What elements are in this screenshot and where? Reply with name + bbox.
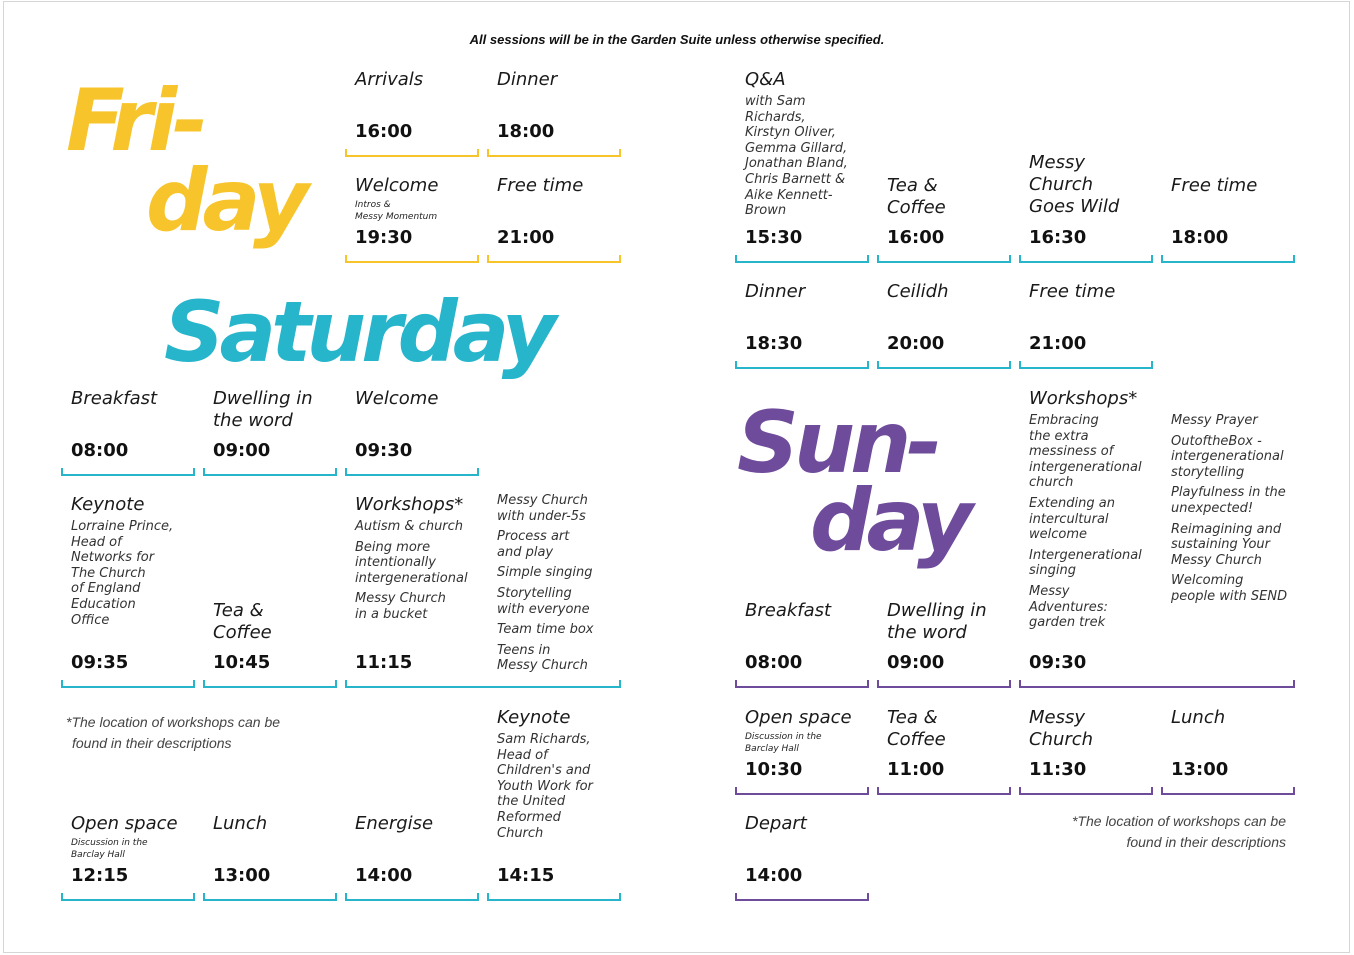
session-title: Energise bbox=[355, 813, 434, 834]
session-time: 11:15 bbox=[355, 652, 413, 673]
divider bbox=[735, 899, 869, 901]
divider bbox=[1019, 367, 1153, 369]
session-title: Church bbox=[1029, 729, 1094, 750]
workshop-item: Playfulness in the unexpected! bbox=[1171, 485, 1286, 516]
session-breakfast bbox=[61, 388, 195, 476]
session-title: Lunch bbox=[1171, 707, 1226, 728]
session-dinner bbox=[487, 69, 621, 157]
session-time: 08:00 bbox=[745, 652, 803, 673]
workshop-item: Being more intentionally intergenerational bbox=[355, 539, 468, 586]
desc-line: Jonathan Bland, bbox=[745, 156, 848, 172]
desc-line: Gemma Gillard, bbox=[745, 140, 848, 156]
divider bbox=[877, 686, 1011, 688]
session-subtitle: Messy Momentum bbox=[355, 212, 438, 222]
session-title: Open space bbox=[745, 707, 852, 728]
desc-line: Office bbox=[71, 612, 110, 628]
session-title: the word bbox=[213, 410, 293, 431]
session-time: 14:00 bbox=[355, 865, 413, 886]
workshop-item: Intergenerational singing bbox=[1029, 547, 1142, 579]
session-subtitle: Discussion in the bbox=[745, 732, 822, 742]
session-time: 16:00 bbox=[887, 227, 945, 248]
session-arrivals bbox=[345, 69, 479, 157]
session-title: Coffee bbox=[887, 197, 946, 218]
session-time: 09:00 bbox=[213, 440, 271, 461]
workshop-list bbox=[1171, 413, 1295, 610]
session-title: Free time bbox=[1029, 281, 1116, 302]
session-title: Breakfast bbox=[71, 388, 158, 409]
session-title: Dinner bbox=[497, 69, 558, 90]
session-time: 16:00 bbox=[355, 121, 413, 142]
session-title: Goes Wild bbox=[1029, 196, 1120, 217]
session-title: Church bbox=[1029, 174, 1094, 195]
divider bbox=[1161, 261, 1295, 263]
desc-line: Networks for bbox=[71, 550, 155, 566]
session-description bbox=[497, 732, 593, 841]
session-title: Tea & bbox=[213, 600, 264, 621]
workshop-item: Messy Church with under-5s bbox=[497, 493, 588, 524]
workshop-item: Teens in Messy Church bbox=[497, 642, 588, 674]
divider bbox=[735, 686, 869, 688]
workshop-item: Storytelling with everyone bbox=[497, 585, 590, 617]
session-title: Dwelling in bbox=[887, 600, 987, 621]
workshop-item: Process art and play bbox=[497, 529, 570, 560]
divider bbox=[1019, 686, 1295, 688]
session-title: Open space bbox=[71, 813, 178, 834]
desc-line: Youth Work for bbox=[497, 778, 593, 794]
session-time: 09:30 bbox=[1029, 652, 1087, 673]
divider bbox=[735, 367, 869, 369]
saturday-title: Saturday bbox=[164, 283, 552, 381]
workshop-item: Reimagining and sustaining Your Messy Church bbox=[1171, 521, 1282, 568]
session-title: Dinner bbox=[745, 281, 806, 302]
session-tea-coffee-2 bbox=[877, 175, 1011, 263]
desc-line: Education bbox=[71, 596, 136, 612]
session-keynote bbox=[61, 494, 195, 688]
session-time: 09:30 bbox=[355, 440, 413, 461]
session-title: Q&A bbox=[745, 69, 786, 90]
session-time: 14:00 bbox=[745, 865, 803, 886]
session-energise bbox=[345, 813, 479, 901]
session-subtitle: Intros & bbox=[355, 200, 391, 210]
session-time: 09:00 bbox=[887, 652, 945, 673]
session-workshops-sun bbox=[1019, 388, 1295, 688]
divider bbox=[735, 793, 869, 795]
divider bbox=[345, 261, 479, 263]
divider bbox=[345, 686, 621, 688]
desc-line: Richards, bbox=[745, 109, 806, 125]
session-open-space bbox=[61, 813, 195, 901]
desc-line: Children's and bbox=[497, 763, 591, 779]
session-title: Coffee bbox=[887, 729, 946, 750]
session-free-time-1 bbox=[1161, 175, 1295, 263]
note-line: *The location of workshops can be bbox=[1071, 813, 1286, 829]
session-title: Breakfast bbox=[745, 600, 832, 621]
session-lunch-sun bbox=[1161, 707, 1295, 795]
note-line: *The location of workshops can be bbox=[66, 714, 281, 730]
session-title: Free time bbox=[1171, 175, 1258, 196]
divider bbox=[487, 899, 621, 901]
divider bbox=[345, 474, 479, 476]
session-title: Tea & bbox=[887, 707, 938, 728]
session-time: 21:00 bbox=[497, 227, 555, 248]
workshop-item: Embracing the extra messiness of intergenerational church bbox=[1029, 413, 1142, 491]
session-time: 11:00 bbox=[887, 759, 945, 780]
session-qa bbox=[735, 69, 869, 263]
session-welcome-sat bbox=[345, 388, 479, 476]
session-title: Workshops* bbox=[1029, 388, 1138, 409]
desc-line: Sam Richards, bbox=[497, 732, 591, 747]
session-dwelling-sun bbox=[877, 600, 1011, 688]
desc-line: of England bbox=[71, 581, 141, 597]
session-messy-church-sun bbox=[1019, 707, 1153, 795]
divider bbox=[345, 155, 479, 157]
session-title: Dwelling in bbox=[213, 388, 313, 409]
session-title: Messy bbox=[1029, 152, 1086, 173]
divider bbox=[61, 686, 195, 688]
session-time: 10:30 bbox=[745, 759, 803, 780]
session-title: Free time bbox=[497, 175, 584, 196]
divider bbox=[203, 474, 337, 476]
session-subtitle: Barclay Hall bbox=[745, 744, 799, 754]
workshop-item: Autism & church bbox=[355, 519, 464, 534]
workshop-item: Messy Prayer bbox=[1171, 413, 1258, 428]
session-time: 14:15 bbox=[497, 865, 555, 886]
session-time: 13:00 bbox=[1171, 759, 1229, 780]
session-title: the word bbox=[887, 622, 967, 643]
session-welcome bbox=[345, 175, 479, 263]
desc-line: the United bbox=[497, 794, 566, 810]
desc-line: Reformed bbox=[497, 809, 561, 825]
divider bbox=[203, 899, 337, 901]
session-title: Messy bbox=[1029, 707, 1086, 728]
session-depart bbox=[735, 813, 869, 901]
workshop-item: Welcoming people with SEND bbox=[1171, 573, 1288, 604]
divider bbox=[487, 261, 621, 263]
session-time: 19:30 bbox=[355, 227, 413, 248]
session-free-time-2 bbox=[1019, 281, 1153, 369]
session-title: Arrivals bbox=[355, 69, 424, 90]
session-free-time bbox=[487, 175, 621, 263]
divider bbox=[877, 261, 1011, 263]
note-line: found in their descriptions bbox=[72, 735, 232, 751]
divider bbox=[61, 899, 195, 901]
desc-line: Chris Barnett & bbox=[745, 171, 846, 187]
workshop-list bbox=[1029, 413, 1161, 636]
session-time: 20:00 bbox=[887, 333, 945, 354]
workshop-item: Messy Church in a bucket bbox=[355, 591, 446, 622]
session-messy-church-goes-wild bbox=[1019, 152, 1153, 263]
session-subtitle: Barclay Hall bbox=[71, 850, 125, 860]
session-workshops bbox=[345, 493, 621, 688]
desc-line: Aike Kennett- bbox=[745, 187, 833, 203]
divider bbox=[61, 474, 195, 476]
desc-line: The Church bbox=[71, 565, 146, 581]
workshop-item: Team time box bbox=[497, 622, 594, 638]
divider bbox=[203, 686, 337, 688]
desc-line: Kirstyn Oliver, bbox=[745, 125, 836, 141]
workshop-item: Messy Adventures: garden trek bbox=[1029, 583, 1108, 631]
friday-title-2: day bbox=[146, 151, 305, 251]
divider bbox=[1019, 793, 1153, 795]
session-time: 18:00 bbox=[497, 121, 555, 142]
session-title: Coffee bbox=[213, 622, 272, 643]
location-note-sun bbox=[1040, 811, 1286, 853]
session-description bbox=[71, 519, 173, 628]
session-title: Workshops* bbox=[355, 494, 464, 515]
workshop-item: OutoftheBox - intergenerational storytelling bbox=[1171, 433, 1284, 480]
session-description bbox=[745, 94, 848, 219]
session-time: 16:30 bbox=[1029, 227, 1087, 248]
session-time: 12:15 bbox=[71, 865, 129, 886]
session-title: Keynote bbox=[497, 707, 571, 728]
session-title: Welcome bbox=[355, 388, 439, 409]
sunday-title-1: Sun- bbox=[737, 393, 938, 493]
workshop-list bbox=[497, 493, 621, 679]
desc-line: Brown bbox=[745, 203, 787, 219]
divider bbox=[877, 793, 1011, 795]
session-time: 18:30 bbox=[745, 333, 803, 354]
session-time: 09:35 bbox=[71, 652, 129, 673]
divider bbox=[735, 261, 869, 263]
sunday-title-2: day bbox=[810, 471, 969, 571]
workshop-list bbox=[355, 519, 483, 628]
session-time: 08:00 bbox=[71, 440, 129, 461]
page-header: All sessions will be in the Garden Suite unless otherwise specified. bbox=[469, 32, 885, 47]
session-tea-coffee-sun bbox=[877, 707, 1011, 795]
session-tea-coffee bbox=[203, 600, 337, 688]
session-breakfast-sun bbox=[735, 600, 869, 688]
desc-line: Church bbox=[497, 825, 544, 841]
desc-line: Head of bbox=[71, 534, 122, 550]
session-title: Ceilidh bbox=[887, 281, 949, 302]
desc-line: Lorraine Prince, bbox=[71, 519, 174, 534]
session-time: 21:00 bbox=[1029, 333, 1087, 354]
session-title: Welcome bbox=[355, 175, 439, 196]
workshop-item: Extending an intercultural welcome bbox=[1029, 495, 1115, 543]
session-subtitle: Discussion in the bbox=[71, 838, 148, 848]
location-note bbox=[66, 712, 280, 754]
divider bbox=[345, 899, 479, 901]
session-lunch bbox=[203, 813, 337, 901]
session-time: 11:30 bbox=[1029, 759, 1087, 780]
session-time: 10:45 bbox=[213, 652, 271, 673]
desc-line: with Sam bbox=[745, 94, 806, 109]
divider bbox=[1019, 261, 1153, 263]
divider bbox=[1161, 793, 1295, 795]
session-time: 15:30 bbox=[745, 227, 803, 248]
note-line: found in their descriptions bbox=[1126, 834, 1286, 850]
friday-title-1: Fri- bbox=[66, 71, 203, 171]
divider bbox=[487, 155, 621, 157]
session-title: Depart bbox=[745, 813, 807, 834]
session-dwelling bbox=[203, 388, 337, 476]
session-open-space-sun bbox=[735, 707, 869, 795]
session-title: Keynote bbox=[71, 494, 145, 515]
session-time: 18:00 bbox=[1171, 227, 1229, 248]
session-title: Tea & bbox=[887, 175, 938, 196]
divider bbox=[877, 367, 1011, 369]
session-time: 13:00 bbox=[213, 865, 271, 886]
session-dinner-sat bbox=[735, 281, 869, 369]
session-ceilidh bbox=[877, 281, 1011, 369]
session-keynote-2 bbox=[487, 707, 621, 901]
workshop-item: Simple singing bbox=[497, 565, 593, 581]
session-title: Lunch bbox=[213, 813, 268, 834]
desc-line: Head of bbox=[497, 747, 548, 763]
